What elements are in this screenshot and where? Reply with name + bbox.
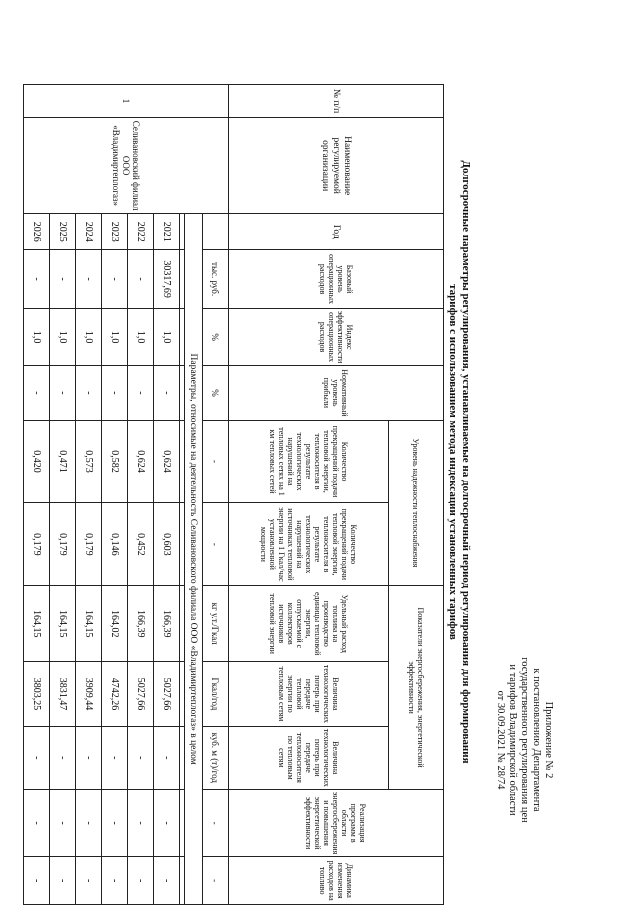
appendix-line: к постановлению Департамента [531, 668, 542, 812]
unit-programs: - [203, 789, 229, 856]
cell-en1: 164,15 [24, 586, 50, 662]
document-title [446, 82, 472, 842]
cell-fuel: - [102, 857, 128, 905]
cell-rel1: 0,471 [50, 420, 76, 503]
cell-en3: - [50, 726, 76, 789]
cell-en1: 164,15 [76, 586, 102, 662]
parameters-table [23, 84, 444, 905]
cell-en2: 5027,66 [128, 662, 154, 727]
cell-base: - [128, 250, 154, 309]
cell-programs: - [128, 789, 154, 856]
cell-en3: - [128, 726, 154, 789]
unit-fuel: - [203, 857, 229, 905]
cell-base: - [50, 250, 76, 309]
cell-programs: - [24, 789, 50, 856]
cell-en1: 166,39 [128, 586, 154, 662]
cell-index: 1,0 [24, 308, 50, 365]
cell-rel2: 0,179 [24, 503, 50, 586]
cell-base: - [102, 250, 128, 309]
cell-year: 2022 [128, 214, 154, 250]
cell-rel2: 0,452 [128, 503, 154, 586]
cell-rel2: 0,179 [50, 503, 76, 586]
header-reliability: Уровень надежности теплоснабжения [389, 420, 444, 586]
appendix-line: Приложение № 2 [543, 701, 554, 779]
appendix-line: и тарифов Владимирской области [507, 664, 518, 816]
cell-en2: 3803,25 [24, 662, 50, 727]
cell-programs: - [50, 789, 76, 856]
cell-rel1: 0,420 [24, 420, 50, 503]
cell-base: 30317,69 [154, 250, 180, 309]
row-number: 1 [24, 85, 229, 118]
cell-fuel: - [50, 857, 76, 905]
header-org: Наименование регулируемой организации [229, 118, 444, 214]
header-profit-level: Нормативный уровень прибыли [229, 366, 444, 420]
cell-en3: - [24, 726, 50, 789]
cell-en3: - [102, 726, 128, 789]
cell-index: 1,0 [102, 308, 128, 365]
header-heat-losses: Величина технологических потерь при передаче тепловой энергии по тепловым сетям [229, 662, 389, 727]
unit-en2: Гкал/год [203, 662, 229, 727]
cell-en3: - [76, 726, 102, 789]
cell-rel2: 0,179 [76, 503, 102, 586]
cell-base: - [24, 250, 50, 309]
organization-name: Селивановский филиал ООО «Владимиртеплогаз» [24, 118, 229, 214]
cell-en3: - [154, 726, 180, 789]
cell-rel2: 0,146 [102, 503, 128, 586]
cell-profit: - [50, 366, 76, 420]
cell-en2: 4742,26 [102, 662, 128, 727]
header-fuel-dynamics: Динамика изменения расходов на топливо [229, 857, 444, 905]
unit-index: % [203, 308, 229, 365]
cell-year: 2023 [102, 214, 128, 250]
cell-year: 2021 [154, 214, 180, 250]
cell-rel2: 0,603 [154, 503, 180, 586]
cell-en2: 3909,44 [76, 662, 102, 727]
cell-base: - [76, 250, 102, 309]
header-carrier-losses: Величина технологических потерь при передаче теплоносителя по тепловым сетям [229, 726, 389, 789]
title-line: тарифов с использованием метода индексации установленных тарифов [447, 284, 459, 640]
cell-profit: - [154, 366, 180, 420]
cell-index: 1,0 [128, 308, 154, 365]
unit-en1: кг у.т./Гкал [203, 586, 229, 662]
unit-profit: % [203, 366, 229, 420]
cell-fuel: - [154, 857, 180, 905]
header-base-opex: Базовый уровень операционных расходов [229, 250, 444, 309]
params-label: Параметры, относимые на деятельность Селивановского филиала ООО «Владимиртеплогаз» в целом [185, 214, 203, 905]
header-reliability-networks: Количество прекращений подачи тепловой энергии, теплоносителя в результате технологических нарушений на тепловых сетях на 1 км тепловых сетей [229, 420, 389, 503]
cell-en1: 166,39 [154, 586, 180, 662]
cell-profit: - [102, 366, 128, 420]
cell-index: 1,0 [76, 308, 102, 365]
unit-rel2: - [203, 503, 229, 586]
cell-rel1: 0,582 [102, 420, 128, 503]
unit-base: тыс. руб. [203, 250, 229, 309]
appendix-line: от 30.09.2021 № 28/74 [495, 690, 506, 790]
header-year: Год [229, 214, 444, 250]
unit-en3: куб. м (т)/год [203, 726, 229, 789]
cell-rel1: 0,624 [154, 420, 180, 503]
cell-programs: - [102, 789, 128, 856]
cell-year: 2026 [24, 214, 50, 250]
cell-rel1: 0,573 [76, 420, 102, 503]
cell-programs: - [154, 789, 180, 856]
header-efficiency-index: Индекс эффективности операционных расходов [229, 308, 444, 365]
cell-rel1: 0,624 [128, 420, 154, 503]
cell-profit: - [76, 366, 102, 420]
title-line: Долгосрочные параметры регулирования, устанавливаемые на долгосрочный период регулирования для формирования [460, 160, 472, 764]
cell-year: 2025 [50, 214, 76, 250]
cell-year: 2024 [76, 214, 102, 250]
unit-rel1: - [203, 420, 229, 503]
cell-index: 1,0 [154, 308, 180, 365]
header-reliability-sources: Количество прекращений подачи тепловой энергии, теплоносителя в результате технологических нарушений на источниках тепловой энергии на 1 Гкал/час установленной мощности [229, 503, 389, 586]
cell-en1: 164,15 [50, 586, 76, 662]
header-energy-saving: Показатели энергосбережения, энергетической эффективности [389, 586, 444, 790]
header-fuel-rate: Удельный расход топлива на производство единицы тепловой энергии, отпускаемой с коллекторов источников тепловой энергии [229, 586, 389, 662]
header-programs: Реализация программ в области энергосбережения и повышения энергетической эффективности [229, 789, 444, 856]
appendix-block [494, 620, 554, 860]
cell-en2: 3831,47 [50, 662, 76, 727]
cell-fuel: - [76, 857, 102, 905]
cell-fuel: - [24, 857, 50, 905]
header-num: № п/п [229, 85, 444, 118]
cell-en2: 5027,66 [154, 662, 180, 727]
cell-index: 1,0 [50, 308, 76, 365]
appendix-line: государственного регулирования цен [519, 657, 530, 823]
cell-profit: - [128, 366, 154, 420]
cell-en1: 164,02 [102, 586, 128, 662]
cell-programs: - [76, 789, 102, 856]
cell-fuel: - [128, 857, 154, 905]
cell-profit: - [24, 366, 50, 420]
